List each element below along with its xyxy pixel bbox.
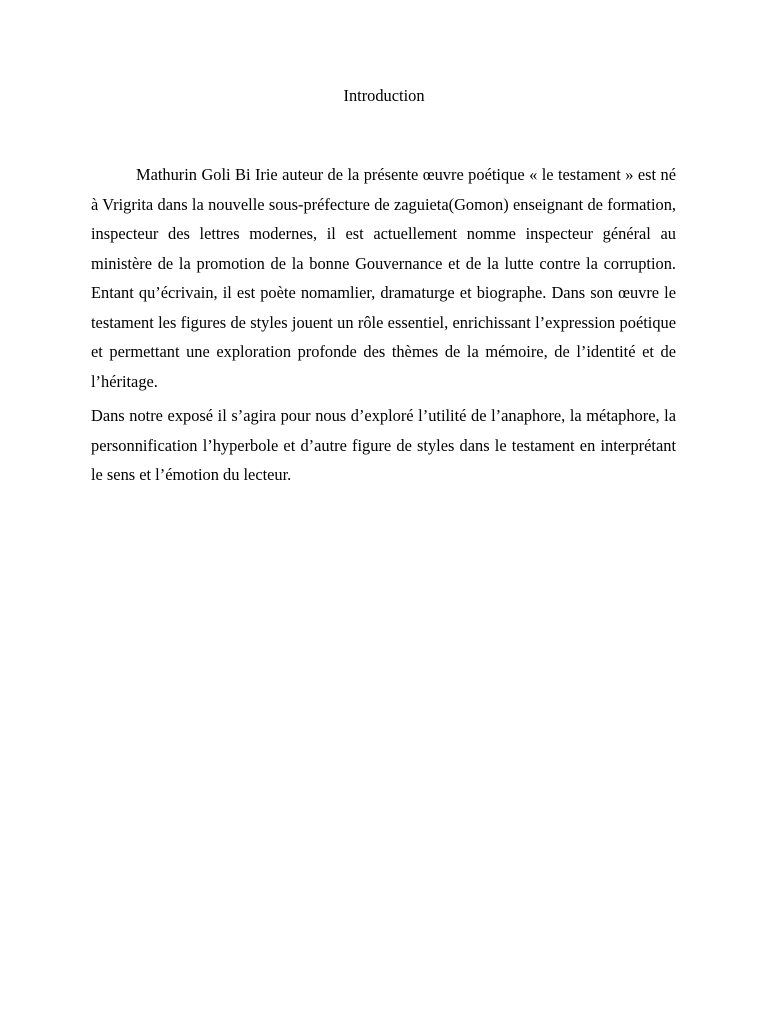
- paragraph-introduction-exposé: Dans notre exposé il s’agira pour nous d’exploré l’utilité de l’anaphore, la métaphore, la personnification l’hyperbole et d’autre figure de styles dans le testament en interprétant le sens et l’émotion du lecteur.: [91, 406, 676, 484]
- paragraph-introduction-author: Mathurin Goli Bi Irie auteur de la présente œuvre poétique « le testament » est né à Vrigrita dans la nouvelle sous-préfecture de zaguieta(Gomon) enseignant de formation, inspecteur des lettres modernes, il est actuellement nomme inspecteur général au ministère de la promotion de la bonne Gouvernance et de la lutte contre la corruption. Entant qu’écrivain, il est poète nomamlier, dramaturge et biographe. Dans son œuvre le testament les figures de styles jouent un rôle essentiel, enrichissant l’expression poétique et permettant une exploration profonde des thèmes de la mémoire, de l’identité et de l’héritage.: [91, 165, 676, 391]
- document-body: [91, 160, 676, 490]
- document-title: Introduction: [343, 86, 425, 105]
